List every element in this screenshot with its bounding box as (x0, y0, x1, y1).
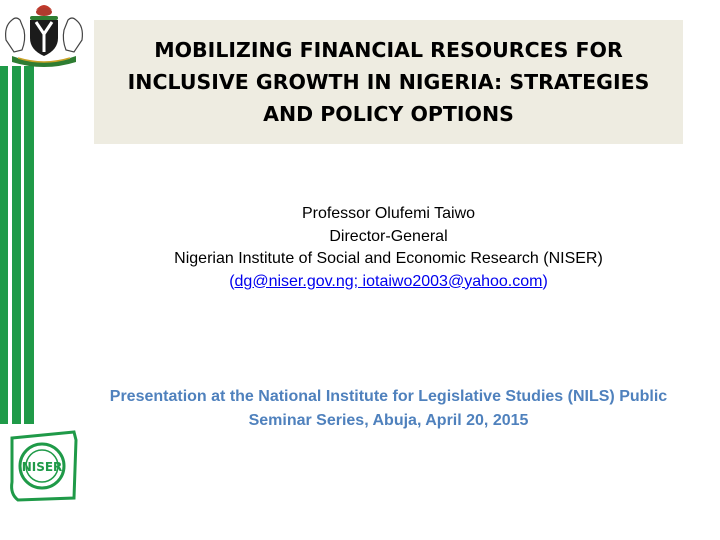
niser-logo-text: NISER (21, 460, 63, 474)
left-green-stripe (0, 66, 8, 424)
niser-logo-icon (8, 428, 78, 504)
presentation-note: Presentation at the National Institute for Legislative Studies (NILS) Public Seminar Series, Abuja, April 20, 2015 (109, 388, 668, 429)
title-box (94, 20, 683, 144)
paren-close: ) (542, 272, 548, 290)
author-block (94, 203, 683, 293)
author-name: Professor Olufemi Taiwo (301, 205, 476, 222)
author-position: Director-General (329, 227, 448, 245)
left-green-stripe (24, 66, 34, 424)
coat-of-arms-icon (0, 0, 88, 70)
paren-open: ( (229, 272, 235, 290)
left-green-stripe (12, 66, 21, 424)
slide-title: MOBILIZING FINANCIAL RESOURCES FOR INCLUSIVE GROWTH IN NIGERIA: STRATEGIES AND POLICY OPTIONS (127, 38, 650, 126)
author-institution: Nigerian Institute of Social and Economic Research (NISER) (174, 250, 603, 267)
email-link[interactable]: dg@niser.gov.ng; iotaiwo2003@yahoo.com (234, 272, 543, 290)
author-emails-line (94, 271, 683, 294)
